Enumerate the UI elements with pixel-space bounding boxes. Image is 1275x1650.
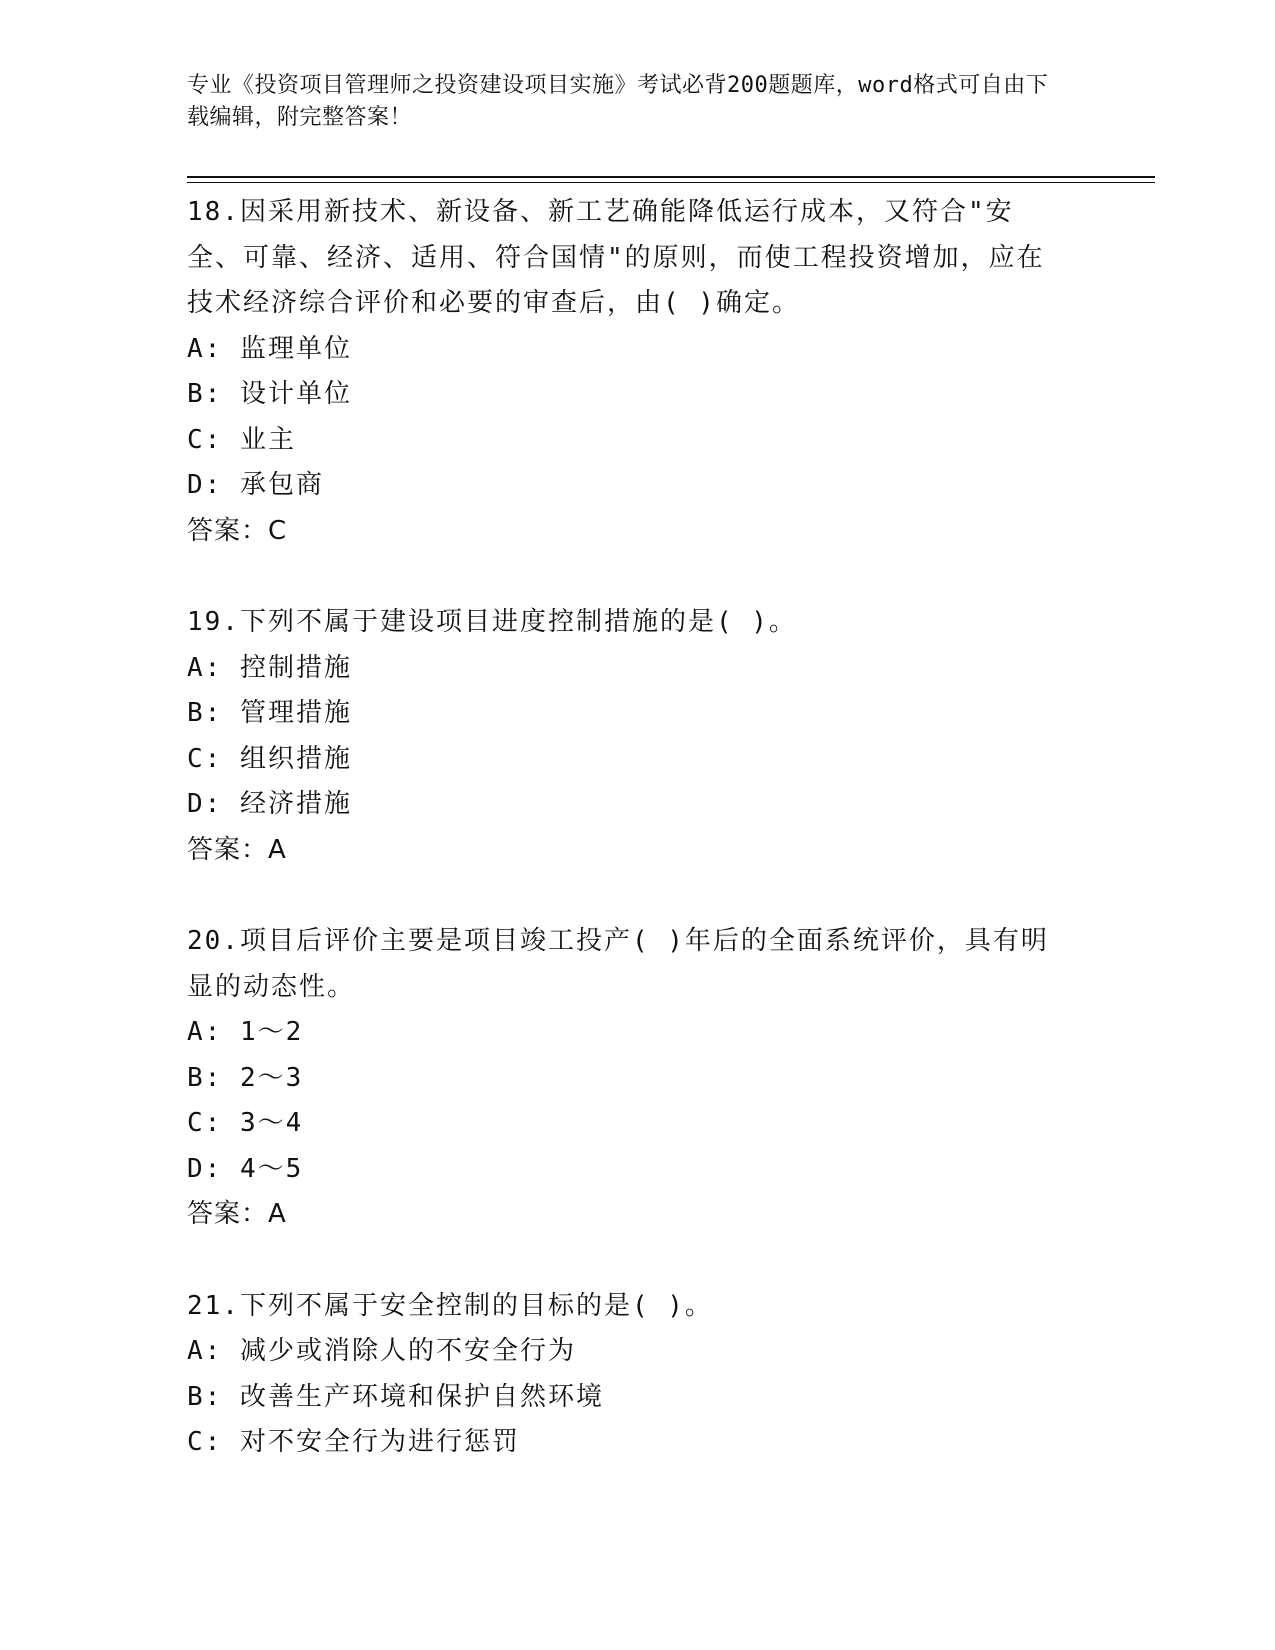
question-18 (187, 190, 1067, 554)
question-19 (187, 600, 1067, 873)
question-list (187, 190, 1067, 1512)
option-b: B: 管理措施 (187, 698, 352, 728)
question-stem: 19.下列不属于建设项目进度控制措施的是( )。 (187, 607, 797, 637)
answer: 答案：A (187, 834, 287, 865)
option-d: D: 经济措施 (187, 789, 352, 819)
option-a: A: 1～2 (187, 1017, 304, 1047)
answer: 答案：A (187, 1199, 287, 1229)
option-c: C: 业主 (187, 424, 296, 455)
option-c: C: 3～4 (187, 1108, 304, 1138)
option-b: B: 改善生产环境和保护自然环境 (187, 1381, 604, 1412)
option-d: D: 承包商 (187, 470, 324, 500)
question-stem: 20.项目后评价主要是项目竣工投产( )年后的全面系统评价，具有明显的动态性。 (187, 926, 1049, 1002)
option-d: D: 4～5 (187, 1153, 304, 1184)
option-b: B: 2～3 (187, 1062, 304, 1093)
option-c: C: 组织措施 (187, 743, 352, 774)
option-c: C: 对不安全行为进行惩罚 (187, 1427, 520, 1457)
option-a: A: 减少或消除人的不安全行为 (187, 1336, 576, 1366)
option-a: A: 监理单位 (187, 333, 352, 364)
header-divider-thin (187, 182, 1155, 183)
option-b: B: 设计单位 (187, 379, 352, 409)
question-21 (187, 1284, 1067, 1466)
question-stem: 18.因采用新技术、新设备、新工艺确能降低运行成本，又符合"安全、可靠、经济、适用、符合国情"的原则，而使工程投资增加，应在技术经济综合评价和必要的审查后，由( )确定。 (187, 197, 1045, 318)
option-a: A: 控制措施 (187, 652, 352, 683)
document-header: 专业《投资项目管理师之投资建设项目实施》考试必背200题题库，word格式可自由下载编辑，附完整答案！ (187, 73, 1049, 130)
answer: 答案：C (187, 515, 288, 546)
question-stem: 21.下列不属于安全控制的目标的是( )。 (187, 1290, 713, 1321)
header-divider (187, 176, 1155, 178)
question-20 (187, 919, 1067, 1238)
